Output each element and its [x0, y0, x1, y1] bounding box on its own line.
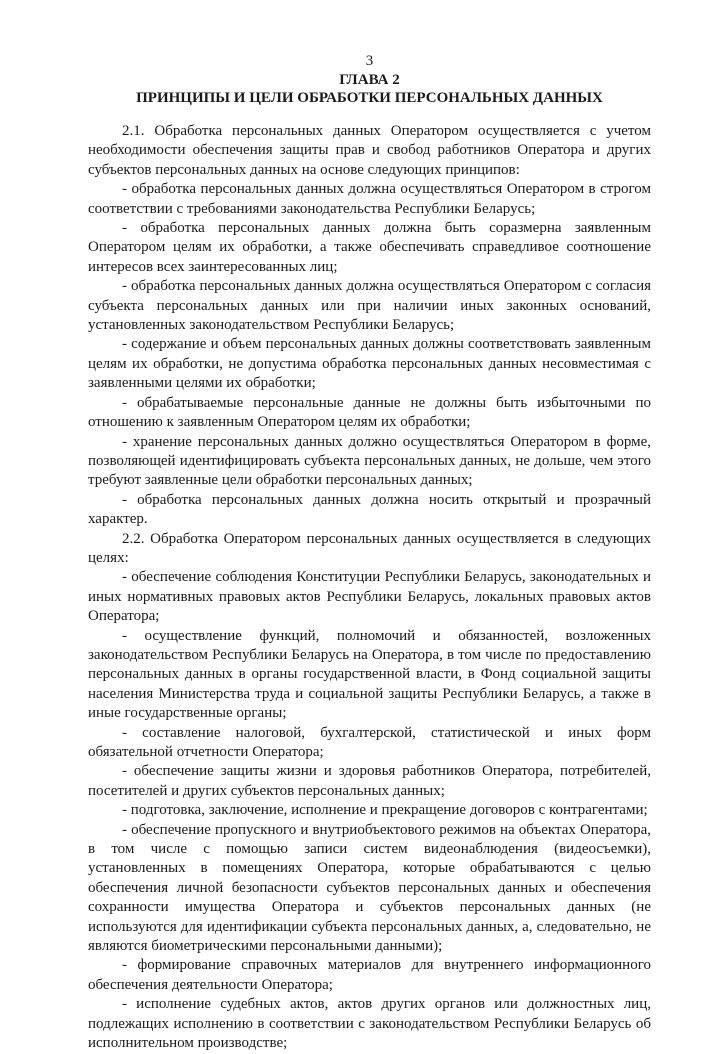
purpose-item: - исполнение судебных актов, актов других органов или должностных лиц, подлежащих исполнению в соответствии с законодательством Республики Беларусь об исполнительном производстве; — [88, 996, 651, 1052]
paragraph-2-2-intro: 2.2. Обработка Оператором персональных данных осуществляется в следующих целях: — [88, 530, 651, 566]
purpose-item: - подготовка, заключение, исполнение и прекращение договоров с контрагентами; — [122, 802, 648, 819]
paragraph-2-1-intro: 2.1. Обработка персональных данных Оператором осуществляется с учетом необходимости обеспечения защиты прав и свобод работников Оператора и других субъектов персональных данных на основе следующих принципов: — [88, 123, 651, 178]
principle-item: - хранение персональных данных должно осуществляться Оператором в форме, позволяющей идентифицировать субъекта персональных данных, не дольше, чем этого требуют заявленные цели обработки персональных данных; — [88, 433, 651, 489]
purpose-item: - осуществление функций, полномочий и обязанностей, возложенных законодательством Республики Беларусь на Оператора, в том числе по предоставлению персональных данных в органы государственной власти, в Фонд социальной защиты населения Министерства труда и социальной защиты Республики Беларусь, а также в иные государственные органы; — [88, 627, 651, 722]
chapter-label: ГЛАВА 2 — [339, 72, 400, 88]
page-number: 3 — [365, 53, 374, 69]
purpose-item: - составление налоговой, бухгалтерской, статистической и иных форм обязательной отчетности Оператора; — [88, 724, 651, 760]
purpose-item: - обеспечение пропускного и внутриобъектового режимов на объектах Оператора, в том числе с помощью записи систем видеонаблюдения (видеосъемки), установленных в помещениях Оператора, которые обрабатываются с целью обеспечения личной безопасности субъектов персональных данных и обеспечения сохранности имущества Оператора и субъектов персональных данных (не используются для идентификации субъекта персональных данных, а, следовательно, не являются биометрическими персональными данными); — [88, 821, 651, 955]
principle-item: - обработка персональных данных должна осуществляться Оператором с согласия субъекта персональных данных или при наличии иных законных оснований, установленных законодательством Республики Беларусь; — [88, 278, 651, 334]
document-body — [88, 122, 651, 1054]
purpose-item: - обеспечение защиты жизни и здоровья работников Оператора, потребителей, посетителей и других субъектов персональных данных; — [88, 763, 651, 799]
principle-item: - обрабатываемые персональные данные не должны быть избыточными по отношению к заявленным Оператором целям их обработки; — [88, 394, 651, 431]
principle-item: - содержание и объем персональных данных должны соответствовать заявленным целям их обработки, не допустима обработка персональных данных несовместимая с заявленными целями их обработки; — [88, 336, 651, 392]
principle-item: - обработка персональных данных должна носить открытый и прозрачный характер. — [88, 491, 651, 528]
purpose-item: - обеспечение соблюдения Конституции Республики Беларусь, законодательных и иных нормативных правовых актов Республики Беларусь, локальных правовых актов Оператора; — [88, 569, 651, 625]
principle-item: - обработка персональных данных должна быть соразмерна заявленным Оператором целям их обработки, а также обеспечивать справедливое соотношение интересов всех заинтересованных лиц; — [88, 220, 651, 275]
principle-item: - обработка персональных данных должна осуществляться Оператором в строгом соответствии с требованиями законодательства Республики Беларусь; — [88, 181, 651, 217]
chapter-title: ПРИНЦИПЫ И ЦЕЛИ ОБРАБОТКИ ПЕРСОНАЛЬНЫХ ДАННЫХ — [136, 90, 603, 106]
purpose-item: - формирование справочных материалов для внутреннего информационного обеспечения деятельности Оператора; — [88, 957, 651, 993]
